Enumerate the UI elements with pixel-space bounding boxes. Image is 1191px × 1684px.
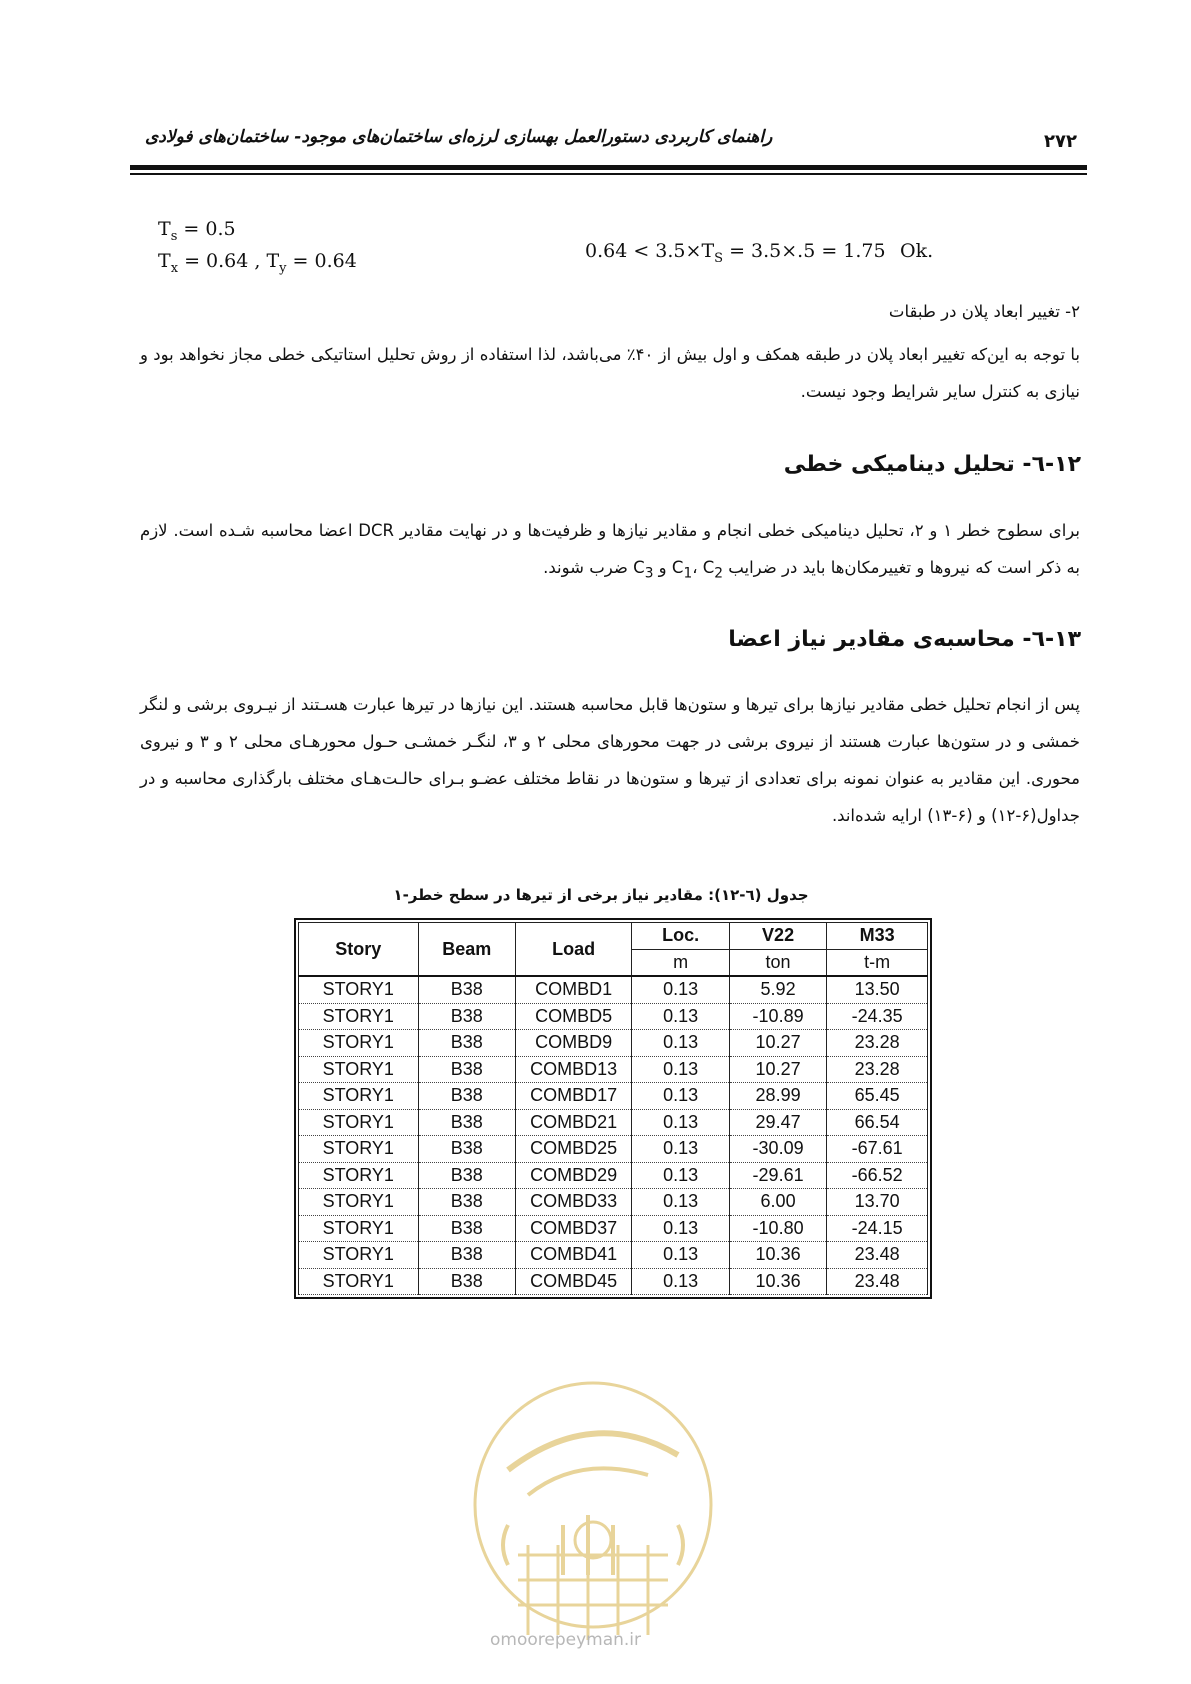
table-row [299,976,928,1003]
check-left: 0.64 < 3.5×T [585,240,715,262]
table-cell: 6.00 [729,1189,826,1216]
check-right: = 3.5×.5 = 1.75 [723,240,886,262]
table-cell: COMBD5 [515,1003,631,1030]
paragraph-2-text-c: و C [633,558,672,577]
header-m33: M33 [827,923,928,950]
table-cell: 29.47 [729,1109,826,1136]
paragraph-1: با توجه به این‌که تغییر ابعاد پلان در طبقه همکف و اول بیش از ۴۰٪ می‌باشد، لذا استفاده از روش تحلیل استاتیکی خطی مجاز نخواهد بود و نیازی به کنترل سایر شرایط وجود نیست. [140,345,1080,401]
table-cell: 0.13 [632,1083,729,1110]
demand-table [294,918,932,1299]
table-cell: B38 [418,1056,515,1083]
table-cell: B38 [418,1242,515,1269]
table-cell: 66.54 [827,1109,928,1136]
table-row [299,1003,928,1030]
table-cell: STORY1 [299,1162,419,1189]
table-row [299,1056,928,1083]
table-cell: STORY1 [299,1083,419,1110]
table-cell: B38 [418,1215,515,1242]
unit-loc: m [632,949,729,976]
table-cell: 0.13 [632,1030,729,1057]
page-header [130,125,1087,175]
table-cell: 23.28 [827,1030,928,1057]
unit-m33: t-m [827,949,928,976]
table-cell: 0.13 [632,1003,729,1030]
watermark-site: omoorepeyman.ir [490,1630,642,1650]
section-heading-13: ۱۳-٦- محاسبه‌ی مقادیر نیاز اعضا [728,627,1081,652]
header-v22: V22 [729,923,826,950]
table-cell: STORY1 [299,1003,419,1030]
table-cell: -24.35 [827,1003,928,1030]
table-cell: 0.13 [632,1215,729,1242]
table-caption: جدول (٦-١٢): مقادیر نیاز برخی از تیرها در سطح خطر-۱ [393,886,809,904]
table-cell: 10.36 [729,1242,826,1269]
table-cell: -29.61 [729,1162,826,1189]
table-cell: COMBD29 [515,1162,631,1189]
tx-subscript: x [170,260,179,276]
table-cell: STORY1 [299,1136,419,1163]
table-row [299,1268,928,1295]
ty-subscript: y [279,260,287,276]
running-title: راهنمای کاربردی دستورالعمل بهسازی لرزه‌ای ساختمان‌های موجود- ساختمان‌های فولادی [145,127,773,147]
page-number: ۲۷۲ [1044,131,1077,152]
table-cell: STORY1 [299,1268,419,1295]
ty-value: = 0.64 [286,250,357,272]
header-rule-thick [130,165,1087,170]
header-rule-thin [130,173,1087,175]
table-row [299,1242,928,1269]
table-cell: COMBD25 [515,1136,631,1163]
table-cell: 13.70 [827,1189,928,1216]
table-cell: COMBD1 [515,976,631,1003]
table-cell: STORY1 [299,1109,419,1136]
table-cell: -66.52 [827,1162,928,1189]
paragraph-2-text-d: ضرب شوند. [543,558,634,577]
table-cell: -67.61 [827,1136,928,1163]
table-cell: B38 [418,1003,515,1030]
table-row [299,1030,928,1057]
header-load: Load [515,923,631,977]
table-cell: 0.13 [632,1242,729,1269]
table-cell: 0.13 [632,1189,729,1216]
section-heading-12: ۱۲-٦- تحلیل دینامیکی خطی [783,452,1081,477]
table-cell: COMBD9 [515,1030,631,1057]
table-cell: -10.89 [729,1003,826,1030]
table-cell: STORY1 [299,1056,419,1083]
table-cell: 28.99 [729,1083,826,1110]
table-cell: 0.13 [632,1109,729,1136]
table-cell: COMBD17 [515,1083,631,1110]
table-row [299,1083,928,1110]
table-cell: STORY1 [299,1215,419,1242]
table-body [299,976,928,1295]
table-cell: 23.48 [827,1268,928,1295]
table-row [299,1162,928,1189]
table-row [299,1136,928,1163]
unit-v22: ton [729,949,826,976]
table-cell: 23.48 [827,1242,928,1269]
table-row [299,1189,928,1216]
table-cell: B38 [418,1268,515,1295]
formula-check [585,240,886,266]
table-cell: B38 [418,1030,515,1057]
table-cell: 5.92 [729,976,826,1003]
paragraph-2-text-a: برای سطوح خطر ۱ و ۲، تحلیل دینامیکی خطی انجام و مقادیر نیازها و ظرفیت‌ها و در نهایت مقادیر DCR اعضا محاسبه شـده است. لازم به ذکر است که نیروها و تغییرمکان‌ها باید در ضرایب C [140,521,1080,577]
check-subscript: S [714,250,724,266]
table-cell: COMBD37 [515,1215,631,1242]
ts-symbol: T [158,218,171,240]
table-cell: -30.09 [729,1136,826,1163]
table-row [299,1109,928,1136]
c2-subscript: 2 [714,565,724,582]
table-cell: B38 [418,1083,515,1110]
ts-subscript: s [170,228,178,244]
table-cell: B38 [418,1189,515,1216]
formula-ok: Ok. [900,240,934,262]
table-cell: 0.13 [632,1136,729,1163]
c3-subscript: 3 [644,565,654,582]
tx-value: = 0.64 , T [178,250,280,272]
table-cell: STORY1 [299,1189,419,1216]
table-cell: 10.27 [729,1030,826,1057]
table-cell: B38 [418,1109,515,1136]
table-row [299,1215,928,1242]
paragraph-2-text-b: ، C [692,558,715,577]
table-cell: COMBD41 [515,1242,631,1269]
c1-subscript: 1 [683,565,693,582]
header-story: Story [299,923,419,977]
table-cell: 13.50 [827,976,928,1003]
table-cell: 65.45 [827,1083,928,1110]
table-cell: B38 [418,1162,515,1189]
table-cell: 0.13 [632,1056,729,1083]
table-cell: -24.15 [827,1215,928,1242]
formula-tx-ty [158,250,357,276]
paragraph-3: پس از انجام تحلیل خطی مقادیر نیازها برای تیرها و ستون‌ها قابل محاسبه هستند. این نیازها در تیرها عبارت هسـتند از نیـروی برشی و لنگر خمشی و در ستون‌ها عبارت هستند از نیروی برشی در جهت محورهای محلی ۲ و ۳، لنگـر خمشـی حـول محورهـای محلی ۲ و ۳ و نیروی محوری. این مقادیر به عنوان نمونه برای تعدادی از تیرها و ستون‌ها در نقاط مختلف عضـو بـرای حالـت‌هـای مختلف بارگذاری محاسبه و در جداول(۶-۱۲) و (۶-۱۳) ارایه شده‌اند. [140,695,1080,825]
table-cell: 0.13 [632,1268,729,1295]
table-cell: STORY1 [299,1030,419,1057]
item-2: ۲- تغییر ابعاد پلان در طبقات [888,302,1080,321]
table-cell: COMBD45 [515,1268,631,1295]
table-cell: 0.13 [632,976,729,1003]
table-cell: 10.36 [729,1268,826,1295]
formula-ts [158,218,236,244]
table-cell: 0.13 [632,1162,729,1189]
table-cell: COMBD21 [515,1109,631,1136]
paragraph-2 [140,512,1080,592]
table-cell: 23.28 [827,1056,928,1083]
header-loc: Loc. [632,923,729,950]
table-cell: COMBD13 [515,1056,631,1083]
table-cell: B38 [418,1136,515,1163]
table-cell: -10.80 [729,1215,826,1242]
table-cell: 10.27 [729,1056,826,1083]
table-cell: B38 [418,976,515,1003]
table-cell: COMBD33 [515,1189,631,1216]
tx-symbol: T [158,250,171,272]
table-cell: STORY1 [299,1242,419,1269]
ts-value: = 0.5 [177,218,236,240]
table-cell: STORY1 [299,976,419,1003]
header-beam: Beam [418,923,515,977]
